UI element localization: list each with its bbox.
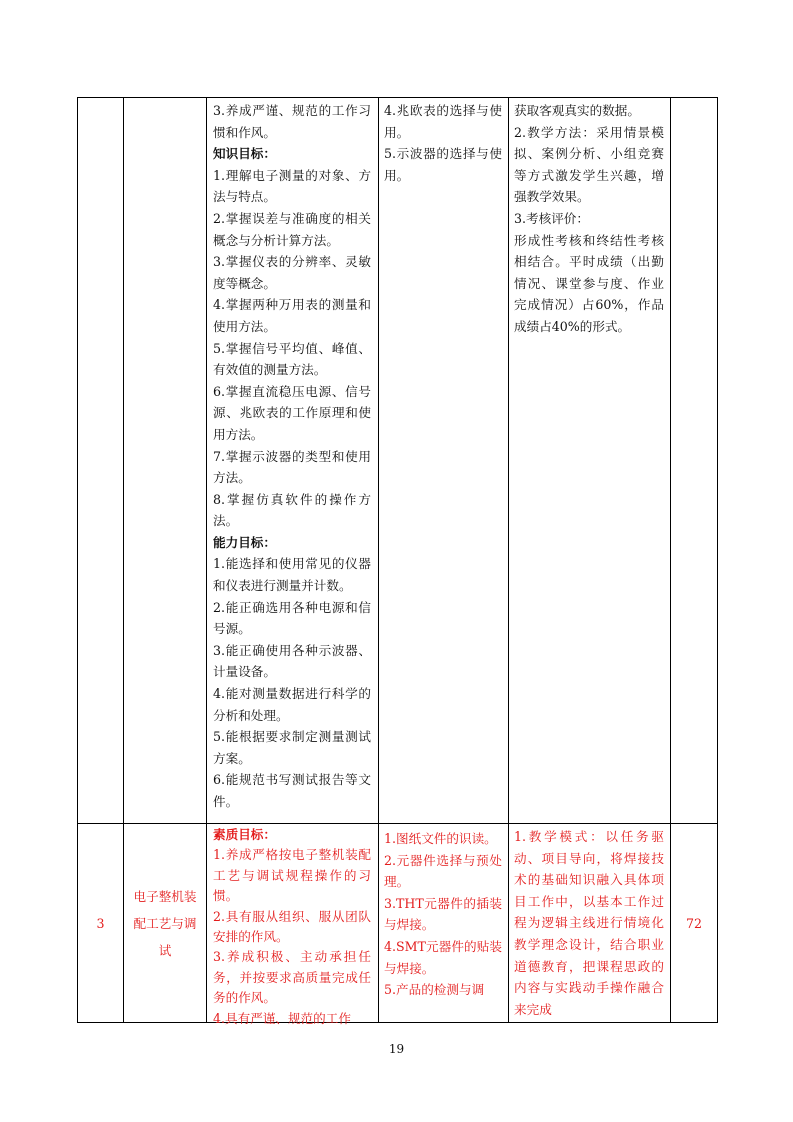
row3-number-cell bbox=[78, 824, 123, 1022]
content-line: 5.示波器的选择与使用。 bbox=[384, 146, 502, 183]
row3-hours-cell bbox=[671, 824, 717, 1022]
row3-course-title: 电子整机装配工艺与调试 bbox=[133, 888, 197, 958]
objectives-line: 4.能对测量数据进行科学的分析和处理。 bbox=[213, 686, 371, 723]
content-line: 5.产品的检测与调 bbox=[384, 982, 485, 998]
objectives-line: 1.养成严格按电子整机装配工艺与调试规程操作的习惯。 bbox=[213, 847, 371, 904]
row3-number: 3 bbox=[96, 915, 105, 931]
requirements-line: 2.教学方法：采用情景模拟、案例分析、小组竞赛等方式激发学生兴趣，增强教学效果。 bbox=[514, 124, 664, 205]
table-border-right bbox=[717, 97, 718, 1023]
objectives-line: 2.能正确选用各种电源和信号源。 bbox=[213, 599, 371, 637]
content-line: 4.兆欧表的选择与使用。 bbox=[384, 103, 502, 140]
table-border-bottom bbox=[77, 1022, 718, 1023]
row3-hours: 72 bbox=[685, 915, 703, 931]
content-line: 1.图纸文件的识读。 bbox=[384, 831, 497, 846]
content-line: 2.元器件选择与预处理。 bbox=[384, 852, 502, 890]
objectives-line: 2.掌握误差与准确度的相关概念与分析计算方法。 bbox=[213, 210, 371, 248]
objectives-cell-row3 bbox=[213, 825, 371, 1029]
objectives-line: 3.养成严谨、规范的工作习惯和作风。 bbox=[213, 103, 371, 140]
objectives-line: 1.能选择和使用常见的仪器和仪表进行测量并计数。 bbox=[213, 556, 371, 594]
quality-goals-heading: 素质目标： bbox=[213, 827, 276, 842]
page-number: 19 bbox=[388, 1042, 405, 1056]
requirements-line: 1.教学模式：以任务驱动、项目导向，将焊接技术的基础知识融入具体项目工作中，以基本工作过程为逻辑主线进行情境化教学理念设计，结合职业道德教育，把课程思政的内容与实践动手操作融合来完成 bbox=[514, 829, 664, 1017]
requirements-line: 形成性考核和终结性考核相结合。平时成绩（出勤情况、课堂参与度、作业完成情况）占60%，作品成绩占40%的形式。 bbox=[514, 232, 664, 334]
objectives-line: 3.能正确使用各种示波器、计量设备。 bbox=[213, 642, 371, 680]
objectives-line: 4.掌握两种万用表的测量和使用方法。 bbox=[213, 297, 371, 334]
objectives-line: 3.养成积极、主动承担任务，并按要求高质量完成任务的作风。 bbox=[213, 949, 371, 1006]
content-line: 4.SMT元器件的贴装与焊接。 bbox=[384, 938, 502, 976]
requirements-line: 3.考核评价： bbox=[514, 210, 589, 226]
content-line: 3.THT元器件的插装与焊接。 bbox=[384, 895, 502, 933]
requirements-cell-row2 bbox=[514, 100, 664, 338]
requirements-line: 获取客观真实的数据。 bbox=[514, 103, 640, 118]
objectives-line: 1.理解电子测量的对象、方法与特点。 bbox=[213, 167, 371, 205]
table-col-divider-3 bbox=[378, 97, 379, 1023]
table-border-top bbox=[77, 97, 718, 98]
objectives-line: 8.掌握仿真软件的操作方法。 bbox=[213, 491, 371, 529]
objectives-cell-row2 bbox=[213, 100, 371, 813]
objectives-line: 4.具有严谨、规范的工作 bbox=[213, 1010, 351, 1026]
content-cell-row3 bbox=[384, 828, 502, 1001]
table-col-divider-1 bbox=[123, 97, 124, 1023]
objectives-line: 3.掌握仪表的分辨率、灵敏度等概念。 bbox=[213, 254, 371, 291]
objectives-line: 7.掌握示波器的类型和使用方法。 bbox=[213, 448, 371, 486]
requirements-cell-row3 bbox=[514, 826, 664, 1020]
objectives-line: 6.能规范书写测试报告等文件。 bbox=[213, 772, 371, 809]
content-cell-row2 bbox=[384, 100, 502, 186]
objectives-line: 5.掌握信号平均值、峰值、有效值的测量方法。 bbox=[213, 340, 371, 378]
row3-title-cell bbox=[128, 824, 202, 1022]
objectives-line: 6.掌握直流稳压电源、信号源、兆欧表的工作原理和使用方法。 bbox=[213, 383, 371, 442]
table-col-divider-2 bbox=[206, 97, 207, 1023]
objectives-line: 5.能根据要求制定测量测试方案。 bbox=[213, 729, 371, 766]
objectives-line: 2.具有服从组织、服从团队安排的作风。 bbox=[213, 908, 371, 945]
knowledge-goals-heading: 知识目标： bbox=[213, 146, 276, 162]
table-col-divider-4 bbox=[508, 97, 509, 1023]
ability-goals-heading: 能力目标： bbox=[213, 534, 276, 550]
